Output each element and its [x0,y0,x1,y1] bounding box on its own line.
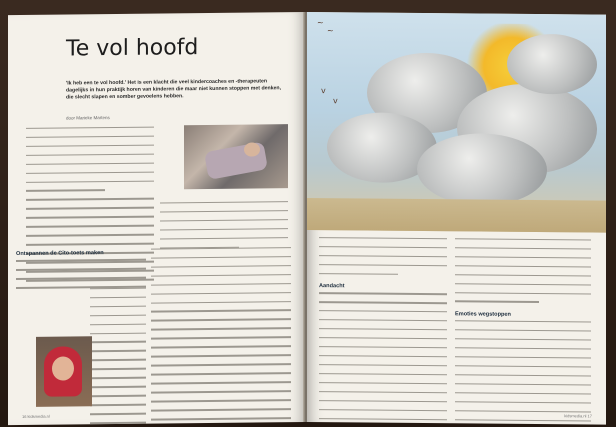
photo-bed-child-icon [184,124,288,189]
right-body-column-1 [319,234,447,425]
left-page [8,12,305,425]
subhead-emoties: Emoties wegstoppen [455,311,511,318]
folio-right: kidsmedia.nl 17 [564,413,592,419]
right-page [307,12,606,425]
article-title: Te vol hoofd [66,35,199,62]
bird-icon: v [321,86,326,96]
cloud-icon [507,34,597,95]
bird-icon: ~ [317,18,324,28]
photo-girl-red-hood-icon [36,336,92,407]
article-byline: door Marieke Martens [66,115,110,121]
bird-icon: ~ [327,26,334,36]
folio-left: 16 kidsmedia.nl [22,413,50,419]
bird-icon: v [333,96,338,106]
body-column-4 [151,244,291,425]
open-magazine [8,12,606,422]
subhead-cito: Ontspannen de Cito-toets maken [16,250,104,258]
painting-clouds-sun-birds-icon [307,12,606,233]
subhead-aandacht: Aandacht [319,283,345,290]
article-intro: 'Ik heb een te vol hoofd.' Het is een klacht die veel kindercoaches en -therapeuten dagelijks in hun praktijk horen van kinderen die maar niet kunnen stoppen met denken, die slecht slapen en somber gevoelens hebben. [66,78,282,101]
painting-ground [307,198,606,233]
right-body-column-2 [455,235,591,424]
body-column-3-beside-photo [90,276,146,425]
cloud-icon [417,133,547,206]
